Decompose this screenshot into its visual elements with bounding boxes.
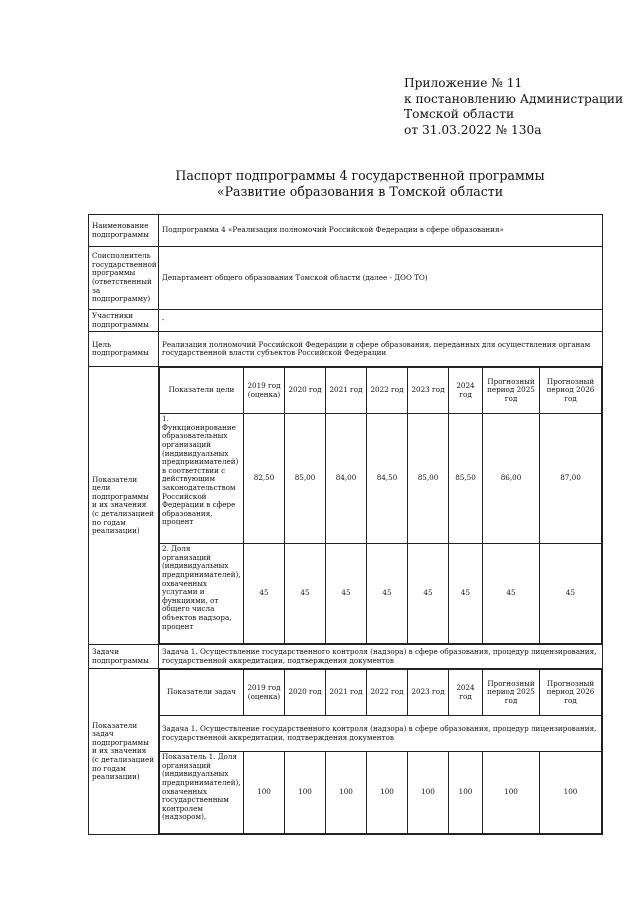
- task-indicators-table: [159, 669, 602, 834]
- appendix-line: от 31.03.2022 № 130а: [404, 122, 542, 137]
- value-cell: 45: [326, 544, 367, 644]
- table-row: [160, 544, 602, 644]
- document-title: [150, 168, 570, 199]
- value-cell: 85,00: [285, 414, 326, 544]
- appendix-line: к постановлению Администрации: [404, 91, 624, 106]
- header-cell: Показатели задач: [160, 670, 244, 716]
- value-cell: 100: [540, 752, 602, 834]
- header-cell: Прогнозный период 2025 год: [483, 368, 540, 414]
- header-cell: 2024 год: [449, 670, 483, 716]
- value-cell: 84,00: [326, 414, 367, 544]
- title-line: «Развитие образования в Томской области: [216, 183, 504, 199]
- header-cell: Прогнозный период 2025 год: [483, 670, 540, 716]
- value-cell: 85,50: [449, 414, 483, 544]
- row-executor: [89, 247, 603, 310]
- header-cell: 2020 год: [285, 670, 326, 716]
- value-cell: 100: [408, 752, 449, 834]
- header-cell: 2022 год: [367, 368, 408, 414]
- row-value: Реализация полномочий Российской Федерации в сфере образования, переданных для осуществления органам государственной власти субъектов Российской Федерации: [159, 332, 603, 367]
- header-cell: Показатели цели: [160, 368, 244, 414]
- row-value: Подпрограмма 4 «Реализация полномочий Российской Федерации в сфере образования»: [159, 215, 603, 247]
- appendix-line: Приложение № 11: [404, 76, 523, 90]
- row-goal: [89, 332, 603, 367]
- value-cell: 45: [367, 544, 408, 644]
- row-label: Соисполнитель государственной программы (ответственный за подпрограмму): [89, 247, 159, 310]
- value-cell: 45: [540, 544, 602, 644]
- goal-header-row: [160, 368, 602, 414]
- value-cell: 100: [285, 752, 326, 834]
- row-label: Показатели задач подпрограммы и их значения (с детализацией по годам реализации): [89, 669, 159, 835]
- value-cell: 45: [244, 544, 285, 644]
- row-label: Участники подпрограммы: [89, 310, 159, 332]
- header-cell: 2019 год (оценка): [244, 368, 285, 414]
- task-row: [160, 716, 602, 752]
- row-value: -: [159, 310, 603, 332]
- header-cell: 2019 год (оценка): [244, 670, 285, 716]
- header-cell: 2023 год: [408, 670, 449, 716]
- value-cell: 45: [483, 544, 540, 644]
- row-value: Задача 1. Осуществление государственного контроля (надзора) в сфере образования, процедур лицензирования, государственной аккредитации, подтверждения документов: [159, 645, 603, 669]
- value-cell: 100: [244, 752, 285, 834]
- row-name: [89, 215, 603, 247]
- value-cell: 82,50: [244, 414, 285, 544]
- value-cell: 86,00: [483, 414, 540, 544]
- row-label: Цель подпрограммы: [89, 332, 159, 367]
- value-cell: 85,00: [408, 414, 449, 544]
- value-cell: 45: [449, 544, 483, 644]
- table-row: [160, 752, 602, 834]
- row-task-indicators: [89, 669, 603, 835]
- row-tasks: [89, 645, 603, 669]
- header-cell: Прогнозный период 2026 год: [540, 670, 602, 716]
- header-cell: 2020 год: [285, 368, 326, 414]
- value-cell: 100: [326, 752, 367, 834]
- passport-table: [88, 214, 603, 835]
- task-text: Задача 1. Осуществление государственного контроля (надзора) в сфере образования, процедур лицензирования, государственной аккредитации, подтверждения документов: [160, 716, 602, 752]
- header-cell: 2024 год: [449, 368, 483, 414]
- indicator-name: 1. Функционирование образовательных организаций (индивидуальных предпринимателей) в соответствии с действующим законодательством Российской Федерации в сфере образования, процент: [160, 414, 244, 544]
- goal-indicators-table: [159, 367, 602, 644]
- value-cell: 84,50: [367, 414, 408, 544]
- row-label: Наименование подпрограммы: [89, 215, 159, 247]
- value-cell: 45: [285, 544, 326, 644]
- appendix-line: Томской области: [404, 107, 515, 121]
- value-cell: 100: [449, 752, 483, 834]
- row-label: Показатели цели подпрограммы и их значения (с детализацией по годам реализации): [89, 367, 159, 645]
- value-cell: 100: [483, 752, 540, 834]
- header-cell: 2021 год: [326, 368, 367, 414]
- header-cell: Прогнозный период 2026 год: [540, 368, 602, 414]
- title-line: Паспорт подпрограммы 4 государственной программы: [175, 168, 545, 183]
- value-cell: 100: [367, 752, 408, 834]
- value-cell: 87,00: [540, 414, 602, 544]
- row-label: Задачи подпрограммы: [89, 645, 159, 669]
- header-cell: 2022 год: [367, 670, 408, 716]
- row-goal-indicators: [89, 367, 603, 645]
- value-cell: 45: [408, 544, 449, 644]
- appendix-block: [404, 76, 629, 138]
- header-cell: 2023 год: [408, 368, 449, 414]
- indicator-name: Показатель 1. Доля организаций (индивидуальных предпринимателей), охваченных государственным контролем (надзором),: [160, 752, 244, 834]
- task-header-row: [160, 670, 602, 716]
- row-participants: [89, 310, 603, 332]
- table-row: [160, 414, 602, 544]
- header-cell: 2021 год: [326, 670, 367, 716]
- row-value: Департамент общего образования Томской области (далее - ДОО ТО): [159, 247, 603, 310]
- indicator-name: 2. Доля организаций (индивидуальных предпринимателей), охваченных услугами и функциями, от общего числа объектов надзора, процент: [160, 544, 244, 644]
